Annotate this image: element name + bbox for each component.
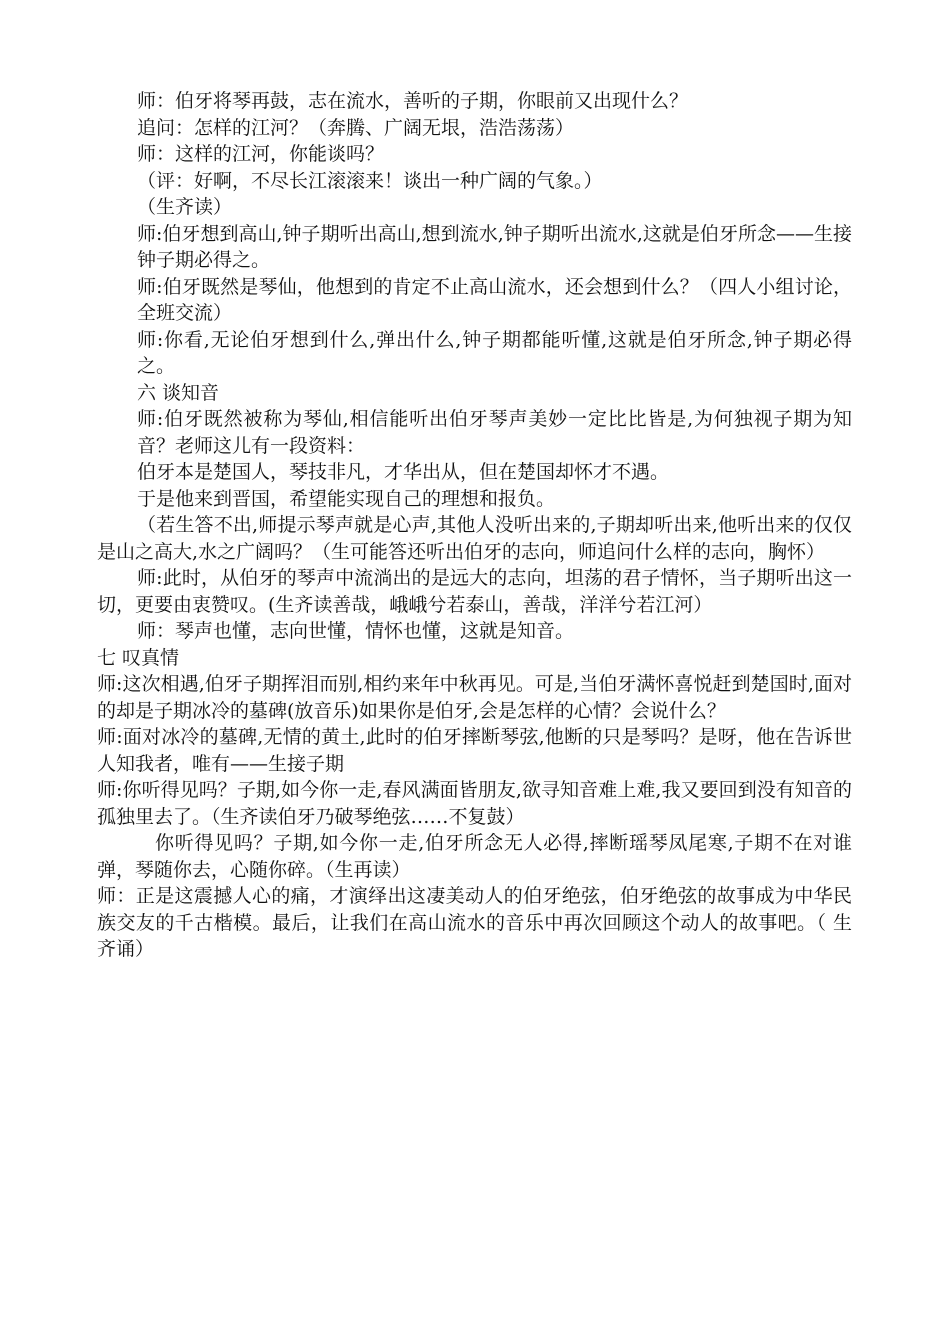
paragraph: 师:这次相遇,伯牙子期挥泪而别,相约来年中秋再见。可是,当伯牙满怀喜悦赶到楚国时,面对的却是子期冰冷的墓碑(放音乐)如果你是伯牙,会是怎样的心情？会说什么？ [97, 673, 852, 722]
paragraph: 师:面对冰冷的墓碑,无情的黄土,此时的伯牙摔断琴弦,他断的只是琴吗？是呀，他在告诉世人知我者，唯有——生接子期 [97, 726, 852, 775]
paragraph: 追问：怎样的江河？（奔腾、广阔无垠，浩浩荡荡） [137, 116, 575, 139]
paragraph: 师:伯牙既然是琴仙，他想到的肯定不止高山流水，还会想到什么？（四人小组讨论，全班交流） [137, 275, 852, 324]
section-heading: 七 叹真情 [97, 646, 180, 669]
paragraph: 师：正是这震撼人心的痛，才演绎出这凄美动人的伯牙绝弦，伯牙绝弦的故事成为中华民族交友的千古楷模。最后，让我们在高山流水的音乐中再次回顾这个动人的故事吧。（ 生齐诵） [97, 885, 852, 960]
paragraph: 师:你看,无论伯牙想到什么,弹出什么,钟子期都能听懂,这就是伯牙所念,钟子期必得之。 [137, 328, 852, 377]
paragraph: 你听得见吗？子期,如今你一走,伯牙所念无人必得,摔断瑶琴凤尾寒,子期不在对谁弹，琴随你去，心随你碎。（生再读） [97, 832, 852, 881]
paragraph: （评：好啊，不尽长江滚滚来！谈出一种广阔的气象。） [137, 169, 603, 192]
paragraph: 伯牙本是楚国人，琴技非凡，才华出从，但在楚国却怀才不遇。 [137, 461, 670, 483]
document-body [97, 88, 852, 963]
paragraph: 师:此时，从伯牙的琴声中流淌出的是远大的志向，坦荡的君子情怀，当子期听出这一切，更要由衷赞叹。(生齐读善哉，峨峨兮若泰山，善哉，洋洋兮若江河） [97, 567, 852, 616]
paragraph: （生齐读） [137, 196, 233, 218]
paragraph: 师：这样的江河，你能谈吗？ [137, 143, 385, 165]
paragraph: 师:你听得见吗？子期,如今你一走,春风满面皆朋友,欲寻知音难上难,我又要回到没有知音的孤独里去了。（生齐读伯牙乃破琴绝弦……不复鼓） [97, 779, 852, 828]
paragraph: 师：琴声也懂，志向世懂，情怀也懂，这就是知音。 [137, 620, 575, 642]
paragraph: 师：伯牙将琴再鼓，志在流水，善听的子期，你眼前又出现什么？ [137, 90, 689, 112]
paragraph: 师:伯牙想到高山,钟子期听出高山,想到流水,钟子期听出流水,这就是伯牙所念——生接钟子期必得之。 [137, 222, 852, 271]
paragraph: （若生答不出,师提示琴声就是心声,其他人没听出来的,子期却听出来,他听出来的仅仅是山之高大,水之广阔吗？（生可能答还听出伯牙的志向，师追问什么样的志向，胸怀） [97, 514, 852, 563]
paragraph: 师:伯牙既然被称为琴仙,相信能听出伯牙琴声美妙一定比比皆是,为何独视子期为知音？老师这儿有一段资料： [137, 408, 852, 457]
section-heading: 六 谈知音 [137, 381, 220, 404]
paragraph: 于是他来到晋国，希望能实现自己的理想和报负。 [137, 487, 556, 510]
